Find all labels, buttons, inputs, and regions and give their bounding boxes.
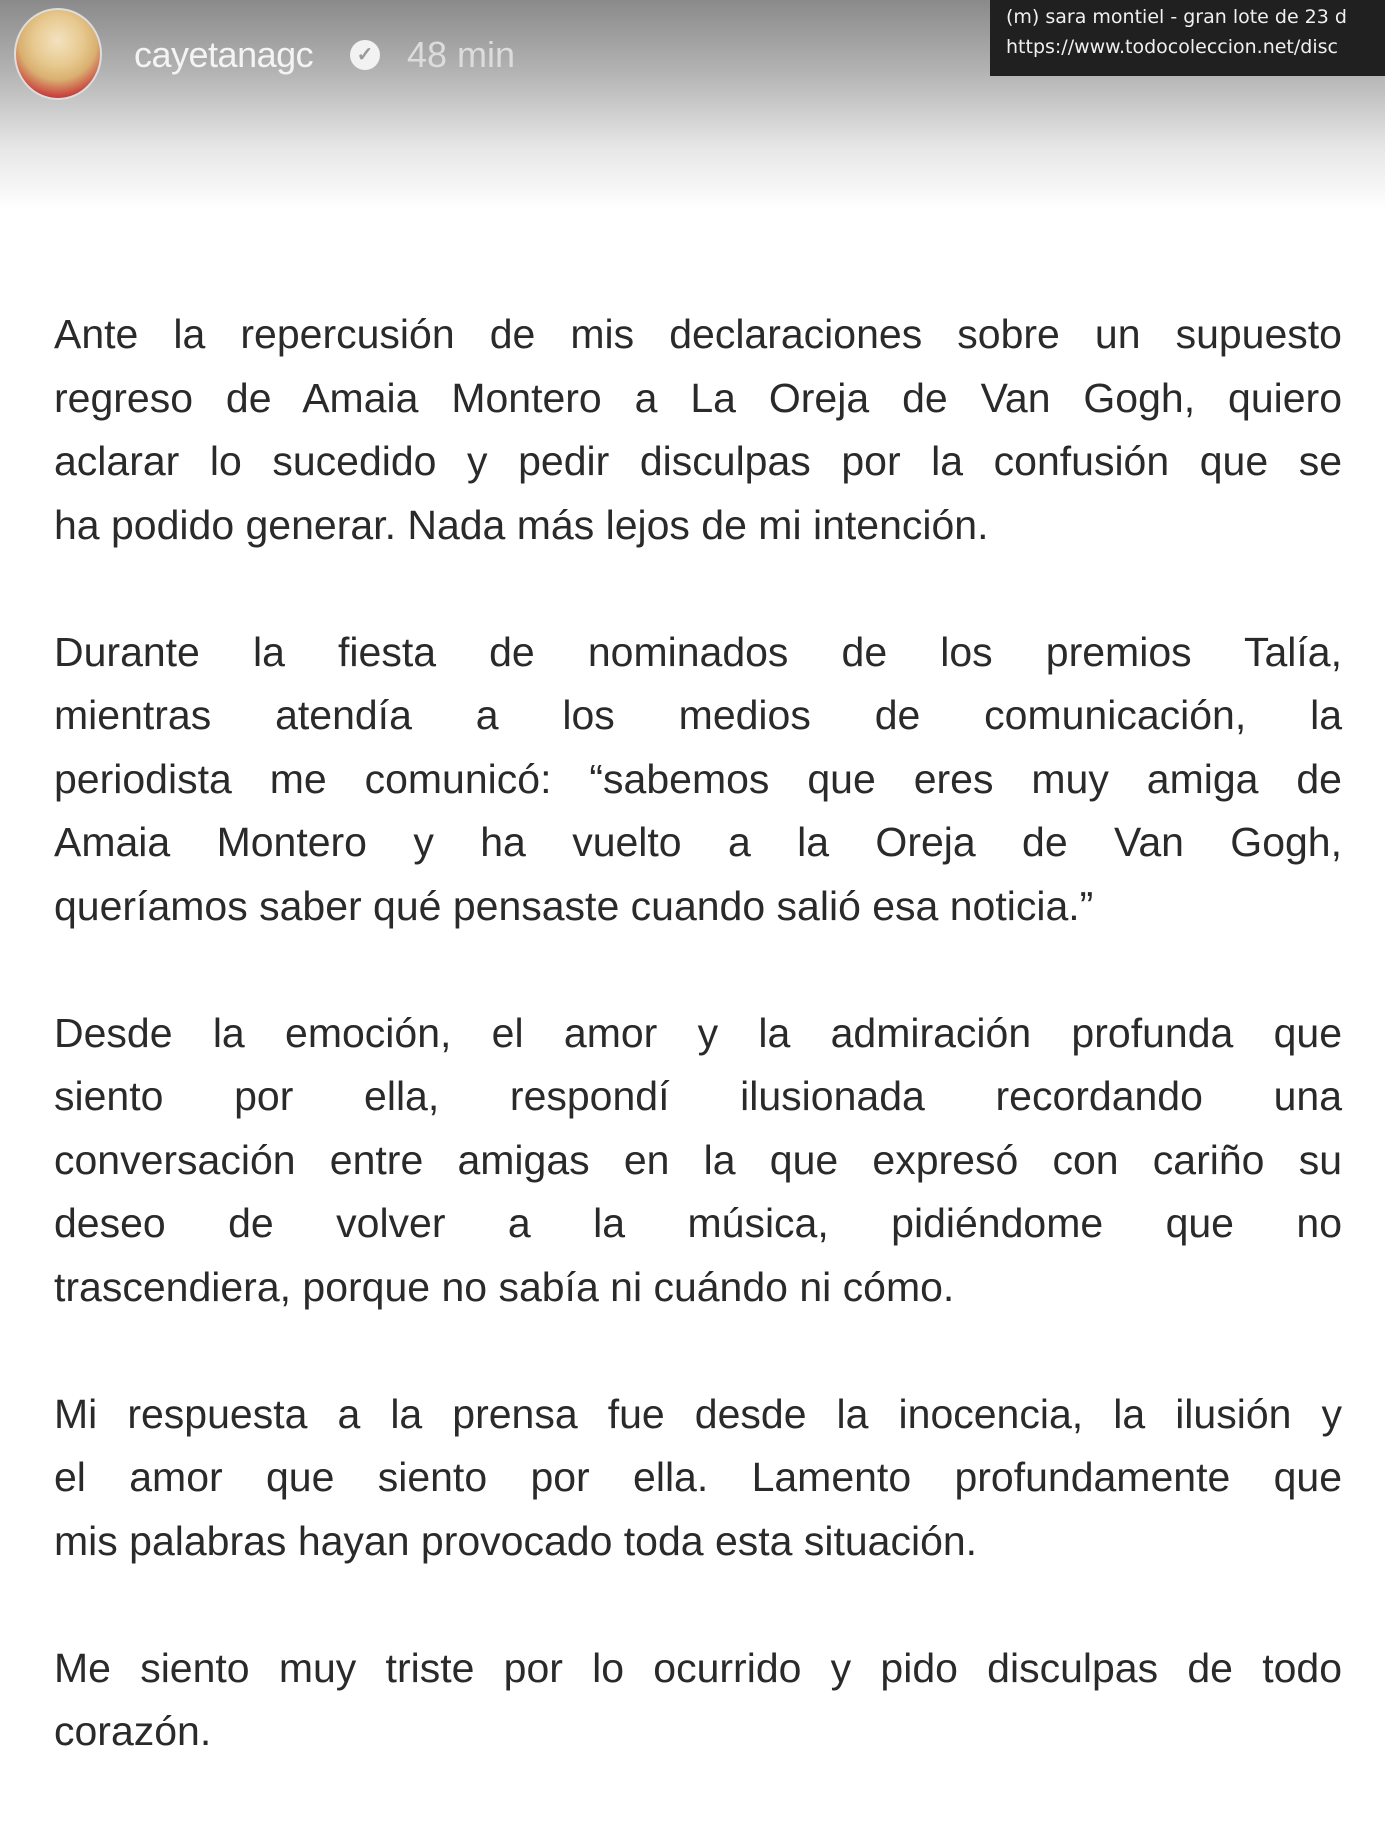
verified-badge-icon: ✓ [350,40,380,70]
text-line: trascendiera, porque no sabía ni cuándo ni cómo. [54,1263,955,1310]
link-tooltip [990,0,1385,76]
text-line: deseo de volver a la música, pidiéndome que no [54,1200,1342,1246]
avatar[interactable] [14,8,102,100]
text-line: regreso de Amaia Montero a La Oreja de Van Gogh, quiero [54,374,1342,421]
text-line: el amor que siento por ella. Lamento profundamente que [54,1454,1342,1500]
statement-paragraph [54,1383,1342,1574]
text-line: mientras atendía a los medios de comunicación, la [54,692,1342,738]
statement-paragraph [54,1637,1342,1764]
tooltip-url: https://www.todocoleccion.net/disc [1006,36,1338,58]
text-line: ha podido generar. Nada más lejos de mi intención. [54,501,989,548]
text-line: Ante la repercusión de mis declaraciones sobre un supuesto [54,311,1342,357]
text-line: queríamos saber qué pensaste cuando salió esa noticia.” [54,882,1094,929]
statement-text [54,303,1342,1827]
text-line: conversación entre amigas en la que expresó con cariño su [54,1136,1342,1183]
text-line: Desde la emoción, el amor y la admiración profunda que [54,1009,1342,1056]
text-line: Amaia Montero y ha vuelto a la Oreja de Van Gogh, [54,819,1342,865]
text-line: periodista me comunicó: “sabemos que eres muy amiga de [54,755,1342,802]
statement-paragraph [54,1002,1342,1320]
text-line: Durante la fiesta de nominados de los premios Talía, [54,628,1342,675]
text-line: Mi respuesta a la prensa fue desde la inocencia, la ilusión y [54,1390,1342,1437]
text-line: corazón. [54,1708,212,1754]
text-line: mis palabras hayan provocado toda esta situación. [54,1517,978,1564]
timestamp: 48 min [407,34,516,75]
tooltip-title: (m) sara montiel - gran lote de 23 d [1006,6,1347,28]
text-line: Me siento muy triste por lo ocurrido y pido disculpas de todo [54,1644,1342,1691]
text-line: siento por ella, respondí ilusionada recordando una [54,1073,1342,1119]
username[interactable]: cayetanagc [134,34,314,75]
statement-paragraph [54,621,1342,939]
text-line: aclarar lo sucedido y pedir disculpas por la confusión que se [54,438,1342,484]
statement-paragraph [54,303,1342,557]
